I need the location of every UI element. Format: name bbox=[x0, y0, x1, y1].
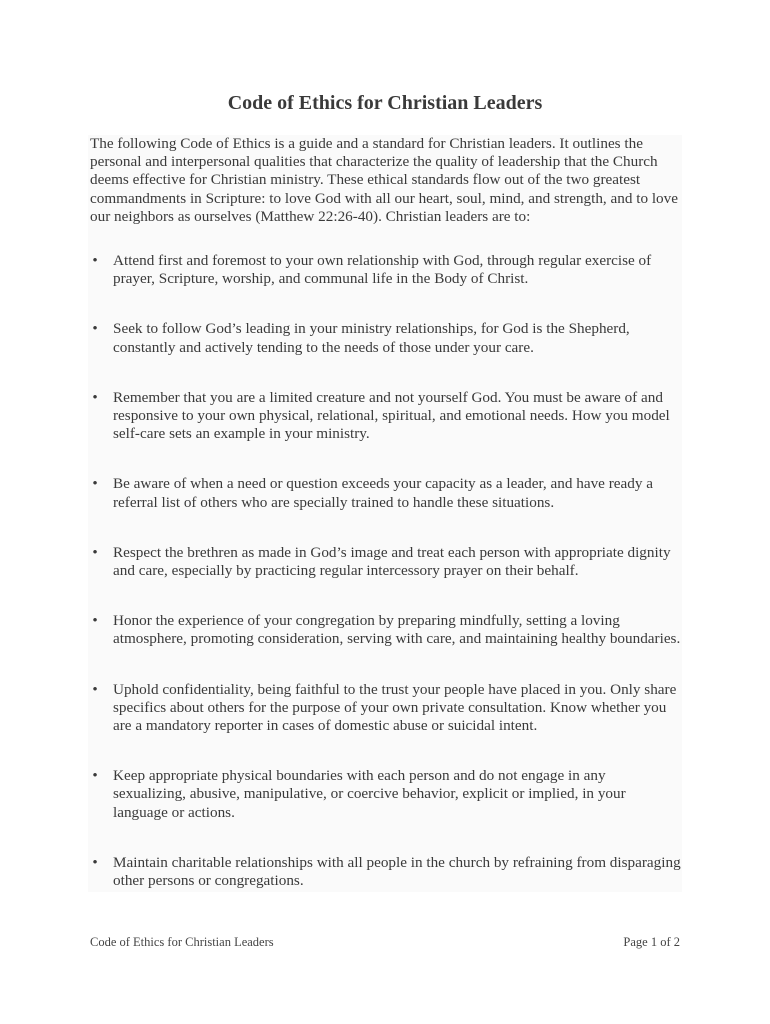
bullet-icon: • bbox=[92, 767, 98, 785]
bullet-icon: • bbox=[92, 388, 98, 406]
bullet-icon: • bbox=[92, 475, 98, 493]
list-item-text: Honor the experience of your congregation by preparing mindfully, setting a loving atmosphere, promoting consideration, serving with care, and maintaining healthy boundaries. bbox=[113, 612, 681, 648]
list-item bbox=[88, 252, 682, 288]
list-item bbox=[88, 612, 682, 648]
list-item-text: Be aware of when a need or question exceeds your capacity as a leader, and have ready a referral list of others who are specially trained to handle these situations. bbox=[113, 475, 653, 511]
bullet-icon: • bbox=[92, 543, 98, 561]
page-number: Page 1 of 2 bbox=[623, 935, 680, 949]
document-body bbox=[88, 135, 682, 892]
footer-document-title: Code of Ethics for Christian Leaders bbox=[90, 935, 274, 949]
list-item bbox=[88, 681, 682, 736]
list-item-text: Maintain charitable relationships with all people in the church by refraining from disparaging other persons or congregations. bbox=[113, 853, 681, 890]
list-item-text: Keep appropriate physical boundaries with each person and do not engage in any sexualizing, abusive, manipulative, or coercive behavior, explicit or implied, in your language or actions. bbox=[113, 767, 626, 821]
list-item-text: Attend first and foremost to your own relationship with God, through regular exercise of prayer, Scripture, worship, and communal life in the Body of Christ. bbox=[113, 252, 652, 288]
list-item bbox=[88, 475, 682, 511]
bullet-icon: • bbox=[92, 612, 98, 630]
list-item bbox=[88, 767, 682, 822]
bullet-icon: • bbox=[92, 320, 98, 338]
list-item-text: Remember that you are a limited creature and not yourself God. You must be aware of and responsive to your own physical, relational, spiritual, and emotional needs. How you model self-care sets an example in your ministry. bbox=[113, 388, 670, 443]
leader-duties-list bbox=[88, 252, 682, 892]
document-title: Code of Ethics for Christian Leaders bbox=[227, 92, 543, 114]
list-item-text: Respect the brethren as made in God’s image and treat each person with appropriate dignity and care, especially by practicing regular intercessory prayer on their behalf. bbox=[113, 543, 671, 580]
list-item bbox=[88, 320, 682, 356]
bullet-icon: • bbox=[92, 853, 98, 871]
bullet-icon: • bbox=[92, 680, 98, 698]
list-item bbox=[88, 544, 682, 580]
bullet-icon: • bbox=[92, 252, 98, 270]
list-item-text: Uphold confidentiality, being faithful to the trust your people have placed in you. Only share specifics about others for the purpose of your own private consultation. Know whether you are a mandatory reporter in cases of domestic abuse or suicidal intent. bbox=[113, 680, 677, 735]
list-item bbox=[88, 389, 682, 444]
list-item bbox=[88, 854, 682, 892]
list-item-text: Seek to follow God’s leading in your ministry relationships, for God is the Shepherd, constantly and actively tending to the needs of those under your care. bbox=[113, 320, 630, 356]
intro-paragraph: The following Code of Ethics is a guide and a standard for Christian leaders. It outlines the personal and interpersonal qualities that characterize the quality of leadership that the Church deems effective for Christian ministry. These ethical standards flow out of the two greatest commandments in Scripture: to love God with all our heart, soul, mind, and strength, and to love our neighbors as ourselves (Matthew 22:26-40). Christian leaders are to: bbox=[90, 135, 678, 225]
